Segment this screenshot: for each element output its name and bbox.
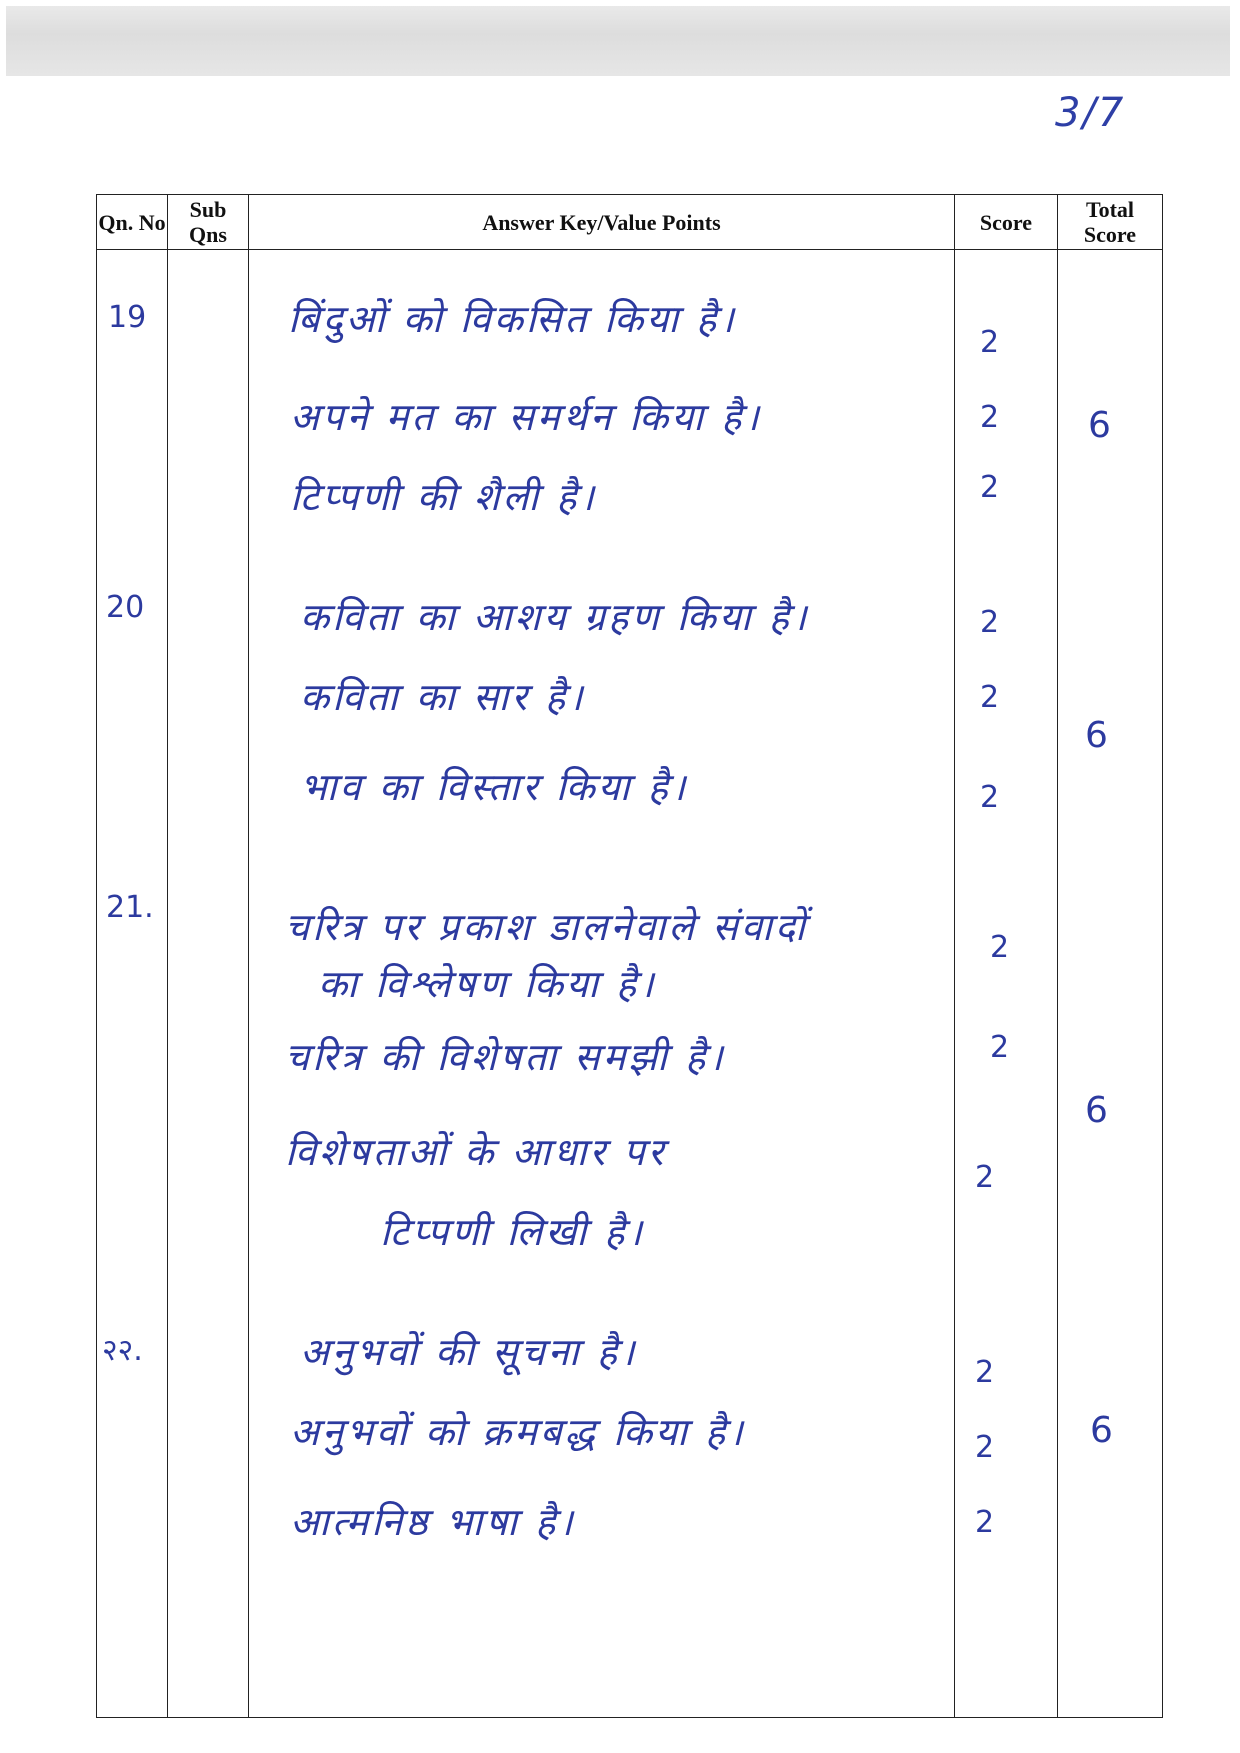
line-score: 2 [990, 1030, 1010, 1065]
line-score: 2 [975, 1505, 995, 1540]
question-number: 19 [108, 300, 147, 335]
scan-top-shadow [6, 6, 1230, 76]
answer-line: आत्मनिष्ठ भाषा है। [290, 1500, 576, 1544]
answer-line-continued: का विश्लेषण किया है। [318, 962, 657, 1006]
question-number: २२. [102, 1333, 143, 1368]
answer-line: चरित्र पर प्रकाश डालनेवाले संवादों [285, 905, 808, 949]
total-score: 6 [1090, 1410, 1113, 1451]
answer-line: टिप्पणी की शैली है। [290, 475, 597, 519]
total-score: 6 [1085, 1090, 1108, 1131]
line-score: 2 [975, 1355, 995, 1390]
line-score: 2 [975, 1160, 995, 1195]
line-score: 2 [980, 400, 1000, 435]
answer-line: अनुभवों को क्रमबद्ध किया है। [290, 1410, 746, 1454]
page-number: 3/7 [1055, 90, 1126, 136]
answer-line-continued: टिप्पणी लिखी है। [380, 1210, 645, 1254]
total-score: 6 [1088, 405, 1111, 446]
table-header-row [97, 195, 1163, 250]
answer-line: अपने मत का समर्थन किया है। [290, 395, 762, 439]
line-score: 2 [975, 1430, 995, 1465]
answer-line: अनुभवों की सूचना है। [300, 1330, 638, 1374]
line-score: 2 [980, 780, 1000, 815]
header-qn-no: Qn. No [97, 195, 168, 250]
header-answer-key: Answer Key/Value Points [249, 195, 955, 250]
answer-line: कविता का आशय ग्रहण किया है। [300, 595, 810, 639]
header-sub-qns: Sub Qns [168, 195, 249, 250]
answer-line: कविता का सार है। [300, 675, 586, 719]
line-score: 2 [980, 470, 1000, 505]
answer-line: विशेषताओं के आधार पर [285, 1130, 667, 1174]
header-total-score: Total Score [1058, 195, 1163, 250]
line-score: 2 [990, 930, 1010, 965]
answer-line: चरित्र की विशेषता समझी है। [285, 1035, 726, 1079]
question-number: 20 [106, 590, 145, 625]
line-score: 2 [980, 680, 1000, 715]
line-score: 2 [980, 325, 1000, 360]
header-score: Score [955, 195, 1058, 250]
total-score: 6 [1085, 715, 1108, 756]
question-number: 21. [106, 890, 154, 925]
answer-line: बिंदुओं को विकसित किया है। [288, 297, 737, 341]
answer-line: भाव का विस्तार किया है। [300, 765, 689, 809]
line-score: 2 [980, 605, 1000, 640]
